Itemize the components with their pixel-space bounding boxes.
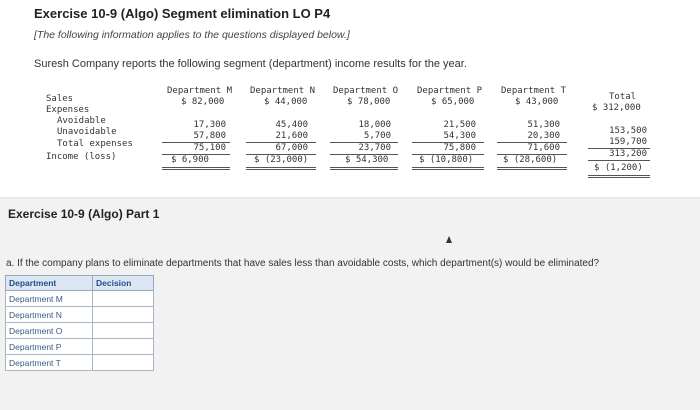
unavoidable-department-p: 54,300 [443,131,476,141]
income-department-t: $ (28,600) [503,155,558,165]
total-expenses-department-o: 23,700 [358,143,391,153]
row-label-expenses: Expenses [46,105,90,115]
avoidable-department-o: 18,000 [358,120,391,130]
sales-department-m: $ 82,000 [181,97,225,107]
table-row [6,323,154,339]
table-row [6,339,154,355]
table-row [6,291,154,307]
table-row [6,307,154,323]
total-expenses-department-n: 67,000 [275,143,308,153]
column-header-department-m: Department M [167,86,233,96]
column-header-department-n: Department N [250,86,316,96]
decision-input[interactable] [93,307,154,323]
total-expenses-total: 313,200 [609,149,647,159]
avoidable-department-p: 21,500 [443,120,476,130]
question-text: a. If the company plans to eliminate departments that have sales less than avoidable costs, which department(s) would be eliminated? [6,258,600,269]
table-row [6,355,154,371]
avoidable-total: 153,500 [609,126,647,136]
unavoidable-total: 159,700 [609,137,647,147]
column-header-department-o: Department O [333,86,399,96]
column-header-department-p: Department P [417,86,483,96]
row-label-avoidable: Avoidable [57,116,106,126]
total-expenses-department-p: 75,800 [443,143,476,153]
income-department-o: $ 54,300 [345,155,389,165]
unavoidable-department-n: 21,600 [275,131,308,141]
income-total: $ (1,200) [594,163,643,173]
department-label: Department T [6,355,93,371]
sales-total: $ 312,000 [592,103,641,113]
decision-input[interactable] [93,323,154,339]
department-label: Department O [6,323,93,339]
income-department-m: $ 6,900 [171,155,209,165]
answer-table-header-row [6,276,154,291]
sales-department-o: $ 78,000 [347,97,391,107]
decision-input[interactable] [93,355,154,371]
column-header-department-t: Department T [501,86,567,96]
sales-department-t: $ 43,000 [515,97,559,107]
exercise-info-panel [0,0,700,197]
mouse-cursor-icon [446,236,452,243]
total-expenses-department-t: 71,600 [527,143,560,153]
exercise-title: Exercise 10-9 (Algo) Segment elimination LO P4 [34,6,331,21]
header-decision: Decision [93,276,154,291]
part-title: Exercise 10-9 (Algo) Part 1 [8,207,160,221]
row-label-unavoidable: Unavoidable [57,127,117,137]
row-label-sales: Sales [46,94,74,104]
income-department-n: $ (23,000) [254,155,309,165]
avoidable-department-n: 45,400 [275,120,308,130]
decision-input[interactable] [93,291,154,307]
sales-department-n: $ 44,000 [264,97,308,107]
answer-table [5,275,154,371]
department-label: Department M [6,291,93,307]
unavoidable-department-m: 57,800 [193,131,226,141]
avoidable-department-m: 17,300 [193,120,226,130]
column-header-total: Total [609,92,637,102]
unavoidable-department-t: 20,300 [527,131,560,141]
unavoidable-department-o: 5,700 [363,131,391,141]
avoidable-department-t: 51,300 [527,120,560,130]
department-label: Department P [6,339,93,355]
income-department-p: $ (10,800) [419,155,474,165]
row-label-total-expenses: Total expenses [57,139,133,149]
row-label-income: Income (loss) [46,152,117,162]
exercise-subtitle: [The following information applies to the questions displayed below.] [34,29,350,41]
header-department: Department [6,276,93,291]
department-label: Department N [6,307,93,323]
exercise-intro: Suresh Company reports the following segment (department) income results for the year. [34,58,467,70]
sales-department-p: $ 65,000 [431,97,475,107]
decision-input[interactable] [93,339,154,355]
total-expenses-department-m: 75,100 [193,143,226,153]
